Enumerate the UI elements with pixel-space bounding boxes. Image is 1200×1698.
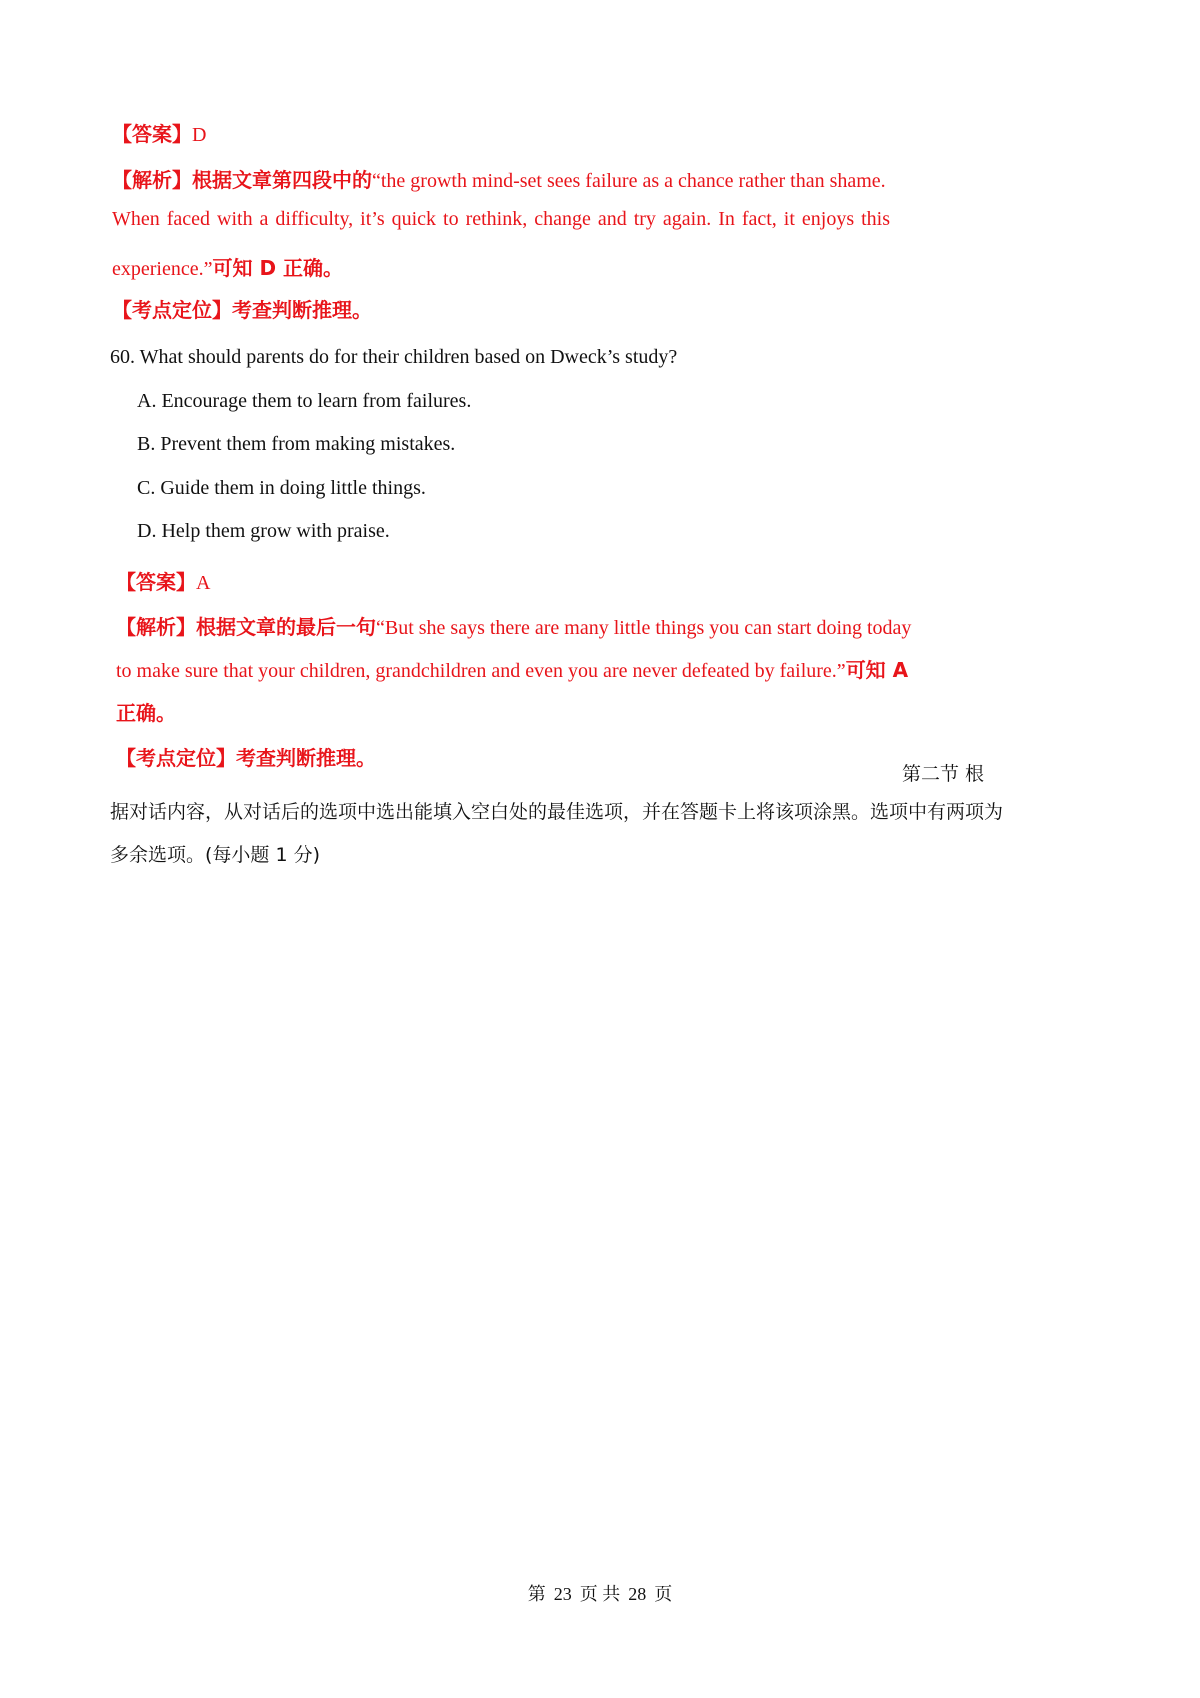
kaodian-text: 考查判断推理。 — [236, 746, 376, 770]
analysis-conclusion: 可知 A — [845, 658, 909, 682]
analysis-en: “But she says there are many little things you can start doing today — [376, 617, 912, 639]
q60-question: 60. What should parents do for their children based on Dweck’s study? — [110, 346, 678, 368]
q60-option-b: B. Prevent them from making mistakes. — [137, 433, 456, 455]
page-number: 23 — [553, 1584, 572, 1604]
page-total: 28 — [628, 1584, 647, 1604]
analysis-en-end: experience.” — [112, 258, 213, 280]
q60-option-a: A. Encourage them to learn from failures. — [137, 390, 472, 412]
analysis-conclusion: 可知 D 正确。 — [212, 256, 344, 280]
q59-analysis-line3 — [112, 252, 343, 281]
answer-value: D — [192, 124, 207, 146]
q60-option-d: D. Help them grow with praise. — [137, 520, 390, 542]
section2-instructions-line2: 多余选项。(每小题 1 分) — [110, 844, 320, 866]
answer-tag: 【答案】 — [116, 570, 196, 594]
q60-answer — [116, 566, 210, 595]
footer-suffix: 页 — [654, 1584, 673, 1604]
q60-option-c: C. Guide them in doing little things. — [137, 477, 426, 499]
footer-prefix: 第 — [527, 1584, 546, 1604]
kaodian-tag: 【考点定位】 — [112, 298, 232, 322]
analysis-tag: 【解析】 — [116, 615, 196, 639]
q60-analysis-line3 — [116, 697, 176, 726]
page-footer — [0, 1580, 1200, 1606]
analysis-conclusion-end: 正确。 — [116, 701, 176, 725]
section2-heading: 第二节 根 — [902, 763, 985, 785]
analysis-en-2: to make sure that your children, grandchildren and even you are never defeated by failure.” — [116, 660, 846, 682]
q60-kaodian — [116, 742, 376, 771]
answer-value: A — [196, 572, 211, 594]
kaodian-text: 考查判断推理。 — [232, 298, 372, 322]
q59-kaodian — [112, 294, 372, 323]
footer-mid: 页 共 — [579, 1584, 621, 1604]
q59-analysis-line1 — [112, 164, 886, 193]
q59-analysis-line2: When faced with a difficulty, it’s quick to rethink, change and try again. In fact, it enjoys this — [112, 208, 890, 230]
analysis-en: “the growth mind-set sees failure as a chance rather than shame. — [372, 170, 886, 192]
analysis-cn: 根据文章第四段中的 — [192, 168, 372, 192]
section2-instructions-line1: 据对话内容，从对话后的选项中选出能填入空白处的最佳选项，并在答题卡上将该项涂黑。选项中有两项为 — [110, 801, 1004, 823]
analysis-cn: 根据文章的最后一句 — [196, 615, 376, 639]
answer-tag: 【答案】 — [112, 122, 192, 146]
kaodian-tag: 【考点定位】 — [116, 746, 236, 770]
q60-analysis-line2 — [116, 654, 908, 683]
q60-analysis-line1 — [116, 611, 911, 640]
analysis-tag: 【解析】 — [112, 168, 192, 192]
q59-answer — [112, 118, 206, 147]
